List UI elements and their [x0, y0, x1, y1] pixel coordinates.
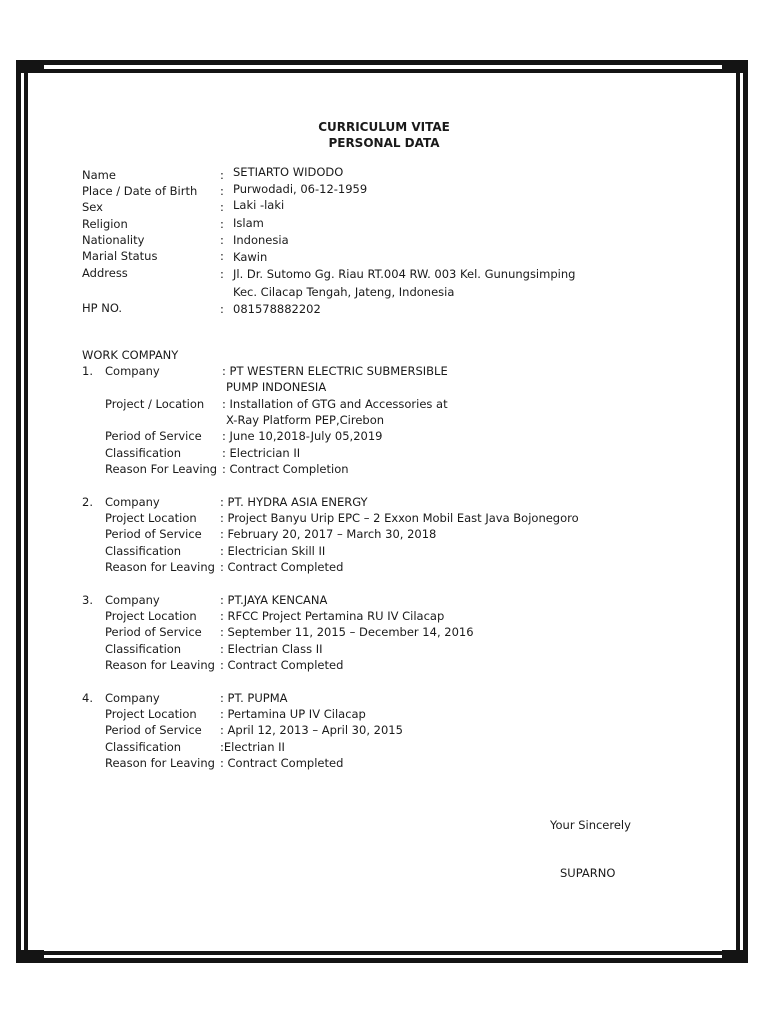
- project-label: Project Location: [105, 609, 197, 623]
- project-value: : Project Banyu Urip EPC – 2 Exxon Mobil East Java Bojonegoro: [220, 511, 579, 525]
- reason-value: : Contract Completed: [220, 560, 344, 574]
- personal-label: Sex: [82, 200, 103, 214]
- closing-salutation: Your Sincerely: [550, 818, 631, 832]
- company-value: : PT.JAYA KENCANA: [220, 593, 328, 607]
- separator: :: [220, 217, 224, 231]
- company-number: 3.: [82, 593, 93, 607]
- border-left-tab-top: [16, 60, 44, 73]
- separator: :: [220, 184, 224, 198]
- border-bottom-inner: [42, 951, 728, 955]
- company-value: : PT WESTERN ELECTRIC SUBMERSIBLE: [222, 364, 448, 378]
- reason-value: : Contract Completed: [220, 658, 344, 672]
- separator: :: [220, 267, 224, 281]
- company-value: : PT. PUPMA: [220, 691, 288, 705]
- personal-label: Address: [82, 266, 128, 280]
- title-line-1: CURRICULUM VITAE: [318, 120, 450, 134]
- separator: :: [220, 168, 224, 182]
- separator: :: [220, 200, 224, 214]
- classification-value: : Electrician Skill II: [220, 544, 326, 558]
- title-line-2: PERSONAL DATA: [328, 136, 440, 150]
- period-label: Period of Service: [105, 429, 202, 443]
- reason-label: Reason for Leaving: [105, 560, 215, 574]
- period-value: : June 10,2018-July 05,2019: [222, 429, 383, 443]
- personal-label: Marial Status: [82, 249, 158, 263]
- separator: :: [220, 302, 224, 316]
- border-right-inner: [736, 69, 740, 955]
- project-label: Project / Location: [105, 397, 205, 411]
- period-value: : February 20, 2017 – March 30, 2018: [220, 527, 437, 541]
- personal-value: Kawin: [233, 250, 268, 264]
- personal-label: Nationality: [82, 233, 145, 247]
- reason-label: Reason for Leaving: [105, 756, 215, 770]
- project-value: : Pertamina UP IV Cilacap: [220, 707, 366, 721]
- border-bottom-outer: [16, 958, 748, 963]
- classification-label: Classification: [105, 740, 182, 754]
- company-number: 1.: [82, 364, 93, 378]
- company-label: Company: [105, 495, 160, 509]
- company-label: Company: [105, 364, 160, 378]
- personal-label: Name: [82, 168, 116, 182]
- personal-label: Religion: [82, 217, 128, 231]
- reason-value: : Contract Completion: [222, 462, 349, 476]
- company-label: Company: [105, 593, 160, 607]
- company-number: 2.: [82, 495, 93, 509]
- project-value: : Installation of GTG and Accessories at: [222, 397, 448, 411]
- classification-value: :Electrian II: [220, 740, 285, 754]
- classification-value: : Electrian Class II: [220, 642, 323, 656]
- personal-value: Jl. Dr. Sutomo Gg. Riau RT.004 RW. 003 Kel. Gunungsimping: [233, 267, 576, 281]
- border-right-tab-bottom: [722, 950, 748, 963]
- work-company-heading: WORK COMPANY: [82, 348, 179, 362]
- separator: :: [220, 233, 224, 247]
- signatory-name: SUPARNO: [560, 866, 616, 880]
- company-value-line-2: PUMP INDONESIA: [226, 380, 327, 394]
- company-value: : PT. HYDRA ASIA ENERGY: [220, 495, 368, 509]
- separator: :: [220, 249, 224, 263]
- period-value: : September 11, 2015 – December 14, 2016: [220, 625, 474, 639]
- period-label: Period of Service: [105, 723, 202, 737]
- period-label: Period of Service: [105, 625, 202, 639]
- reason-value: : Contract Completed: [220, 756, 344, 770]
- period-value: : April 12, 2013 – April 30, 2015: [220, 723, 403, 737]
- border-right-tab-top: [722, 60, 748, 73]
- personal-value-line-2: Kec. Cilacap Tengah, Jateng, Indonesia: [233, 285, 455, 299]
- personal-value: Laki -laki: [233, 198, 285, 212]
- border-left-tab-bottom: [16, 950, 44, 963]
- classification-label: Classification: [105, 446, 182, 460]
- border-left-outer: [16, 60, 21, 963]
- personal-label: Place / Date of Birth: [82, 184, 198, 198]
- project-label: Project Location: [105, 707, 197, 721]
- project-value: : RFCC Project Pertamina RU IV Cilacap: [220, 609, 445, 623]
- personal-value: Islam: [233, 216, 264, 230]
- border-right-outer: [743, 60, 748, 963]
- company-label: Company: [105, 691, 160, 705]
- classification-value: : Electrician II: [222, 446, 301, 460]
- reason-label: Reason for Leaving: [105, 658, 215, 672]
- project-label: Project Location: [105, 511, 197, 525]
- project-value-line-2: X-Ray Platform PEP,Cirebon: [226, 413, 385, 427]
- period-label: Period of Service: [105, 527, 202, 541]
- reason-label: Reason For Leaving: [105, 462, 218, 476]
- border-left-inner: [24, 69, 28, 955]
- personal-label: HP NO.: [82, 301, 123, 315]
- border-top-inner: [42, 69, 728, 73]
- personal-value: Purwodadi, 06-12-1959: [233, 182, 368, 196]
- personal-value: SETIARTO WIDODO: [233, 165, 344, 179]
- personal-value: Indonesia: [233, 233, 289, 247]
- border-top-outer: [16, 60, 748, 65]
- personal-value: 081578882202: [233, 302, 321, 316]
- classification-label: Classification: [105, 544, 182, 558]
- company-number: 4.: [82, 691, 93, 705]
- classification-label: Classification: [105, 642, 182, 656]
